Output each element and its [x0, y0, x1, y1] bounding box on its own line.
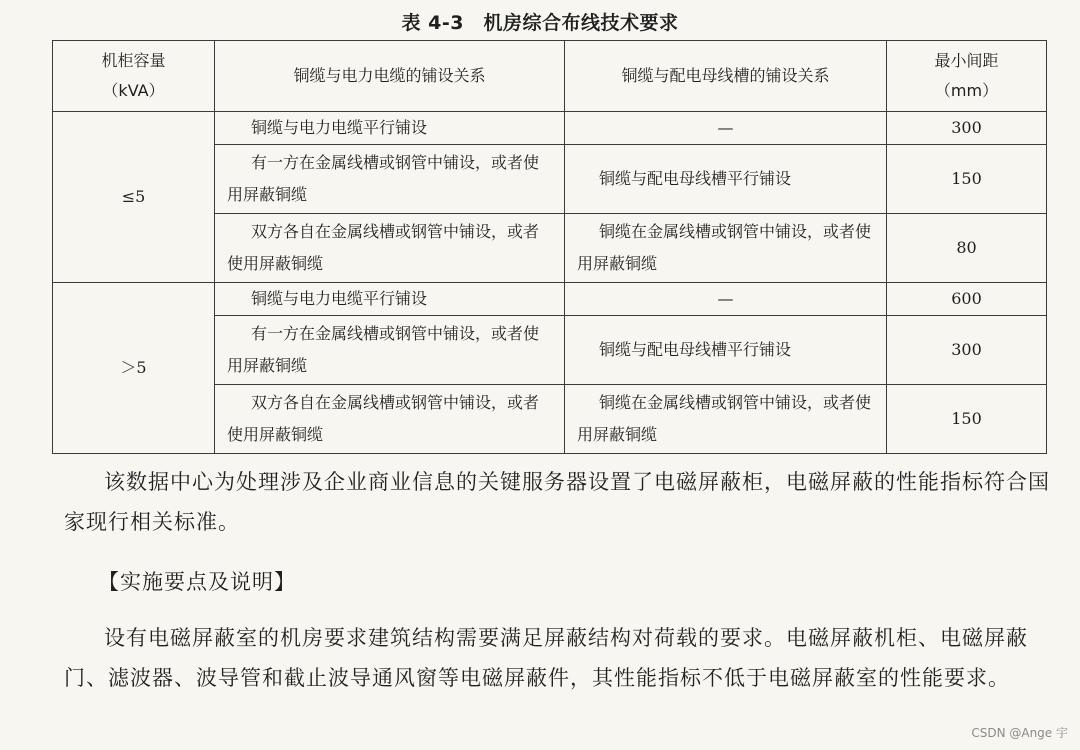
- header-capacity: [53, 41, 215, 112]
- section-heading: 【实施要点及说明】: [98, 570, 296, 594]
- source-watermark: CSDN @Ange 宇: [971, 726, 1068, 740]
- busbar-relation-cell: —: [565, 283, 887, 316]
- distance-cell: 300: [887, 112, 1047, 145]
- header-distance-line1: 最小间距: [934, 51, 999, 70]
- cell-text: 铜缆与配电母线槽平行铺设: [599, 340, 792, 359]
- power-relation-cell: [215, 112, 565, 145]
- power-relation-cell: [215, 385, 565, 454]
- distance-cell: 80: [887, 214, 1047, 283]
- header-capacity-line2: （kVA）: [102, 81, 165, 100]
- busbar-relation-cell: [565, 316, 887, 385]
- header-distance-line2: （mm）: [934, 81, 999, 100]
- header-capacity-line1: 机柜容量: [101, 51, 166, 70]
- body-paragraph-1: 该数据中心为处理涉及企业商业信息的关键服务器设置了电磁屏蔽柜，电磁屏蔽的性能指标符合国家现行相关标准。: [64, 470, 1050, 534]
- capacity-cell: ≤5: [53, 112, 215, 283]
- cell-text: 铜缆与配电母线槽平行铺设: [599, 169, 792, 188]
- power-relation-cell: [215, 316, 565, 385]
- header-min-distance: [887, 41, 1047, 112]
- busbar-relation-cell: [565, 214, 887, 283]
- busbar-relation-cell: —: [565, 112, 887, 145]
- power-relation-cell: [215, 283, 565, 316]
- header-power-cable: 铜缆与电力电缆的铺设关系: [215, 41, 565, 112]
- cell-text: 有一方在金属线槽或钢管中铺设，或者使用屏蔽铜缆: [227, 153, 540, 204]
- distance-cell: 300: [887, 316, 1047, 385]
- busbar-relation-cell: [565, 385, 887, 454]
- cell-text: 双方各自在金属线槽或钢管中铺设，或者使用屏蔽铜缆: [227, 222, 540, 273]
- table-header-row: [53, 41, 1047, 112]
- table-row: [53, 283, 1047, 316]
- distance-cell: 600: [887, 283, 1047, 316]
- distance-cell: 150: [887, 145, 1047, 214]
- cell-text: 铜缆在金属线槽或钢管中铺设，或者使用屏蔽铜缆: [577, 393, 872, 444]
- cell-text: 铜缆与电力电缆平行铺设: [251, 289, 428, 308]
- cell-text: 双方各自在金属线槽或钢管中铺设，或者使用屏蔽铜缆: [227, 393, 540, 444]
- body-paragraph-2: 设有电磁屏蔽室的机房要求建筑结构需要满足屏蔽结构对荷载的要求。电磁屏蔽机柜、电磁屏蔽门、滤波器、波导管和截止波导通风窗等电磁屏蔽件，其性能指标不低于电磁屏蔽室的性能要求。: [64, 626, 1028, 690]
- distance-cell: 150: [887, 385, 1047, 454]
- power-relation-cell: [215, 145, 565, 214]
- cell-text: 铜缆与电力电缆平行铺设: [251, 118, 428, 137]
- capacity-cell: ＞5: [53, 283, 215, 454]
- wiring-requirements-table: [52, 40, 1047, 454]
- busbar-relation-cell: [565, 145, 887, 214]
- power-relation-cell: [215, 214, 565, 283]
- table-title: 表 4-3 机房综合布线技术要求: [401, 12, 679, 34]
- header-busbar: 铜缆与配电母线槽的铺设关系: [565, 41, 887, 112]
- cell-text: 有一方在金属线槽或钢管中铺设，或者使用屏蔽铜缆: [227, 324, 540, 375]
- cell-text: 铜缆在金属线槽或钢管中铺设，或者使用屏蔽铜缆: [577, 222, 872, 273]
- table-row: [53, 112, 1047, 145]
